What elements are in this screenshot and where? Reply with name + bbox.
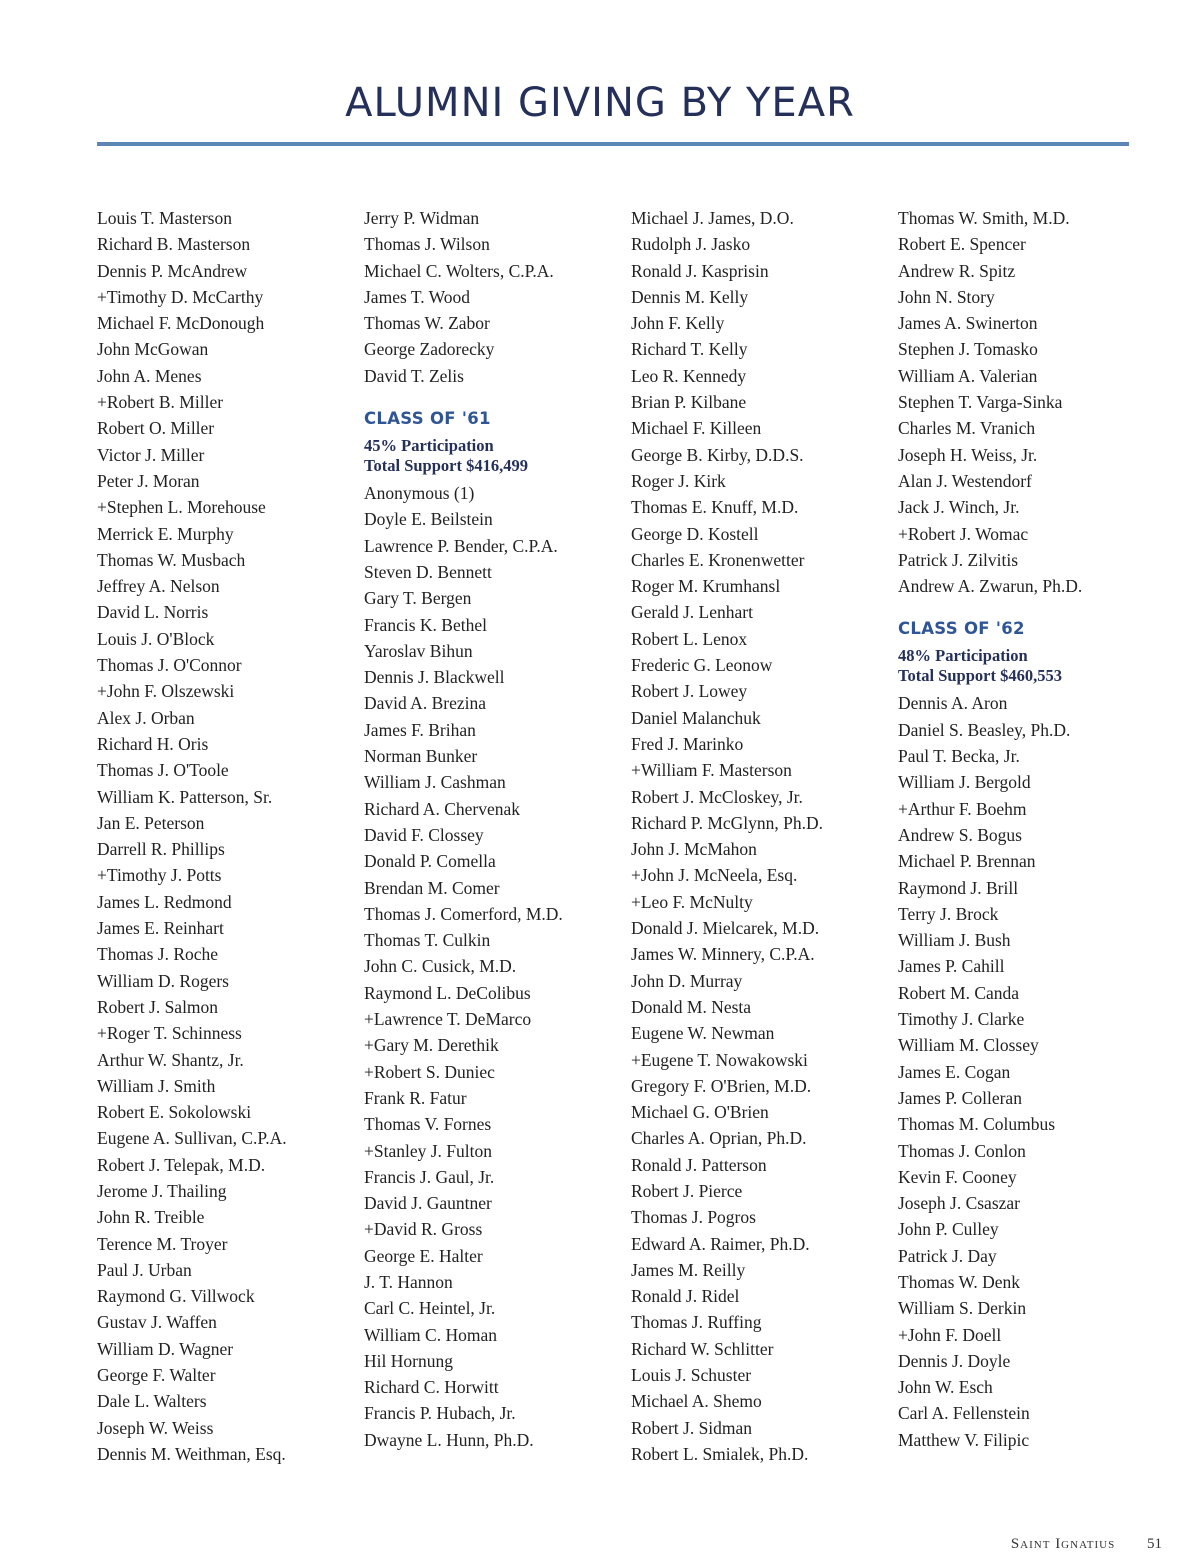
donor-name: +Stanley J. Fulton [364,1140,493,1161]
donor-name: +Arthur F. Boehm [898,798,1027,819]
donor-name: William J. Bergold [898,772,1031,793]
donor-name: William D. Rogers [97,970,229,991]
donor-name: Lawrence P. Bender, C.P.A. [364,535,558,556]
donor-name: Fred J. Marinko [631,733,744,754]
donor-name: John J. McMahon [631,839,757,860]
donor-name: Dennis P. McAndrew [97,260,248,281]
donor-name: Jeffrey A. Nelson [97,576,220,597]
donor-name: David A. Brezina [364,693,486,714]
donor-name: Dennis J. Doyle [898,1350,1011,1371]
donor-name: Peter J. Moran [97,470,200,491]
donor-name: Michael A. Shemo [631,1391,762,1412]
donor-name: John N. Story [898,286,995,307]
donor-name: Alex J. Orban [97,707,195,728]
donor-list [898,205,1148,599]
donor-name: Timothy J. Clarke [898,1009,1025,1030]
donor-name: Thomas E. Knuff, M.D. [631,497,799,518]
donor-name: Dennis M. Weithman, Esq. [97,1443,286,1464]
donor-name: +Timothy J. Potts [97,865,222,886]
donor-name: Robert L. Smialek, Ph.D. [631,1443,809,1464]
donor-name: Alan J. Westendorf [898,470,1032,491]
donor-name: William A. Valerian [898,365,1038,386]
donor-name: Louis J. O'Block [97,628,215,649]
donor-name: William M. Clossey [898,1035,1039,1056]
donor-name: +John F. Olszewski [97,681,235,702]
donor-list [364,205,614,389]
donor-name: Thomas J. Ruffing [631,1312,762,1333]
donor-name: William K. Patterson, Sr. [97,786,273,807]
donor-name: Thomas J. O'Toole [97,760,229,781]
donor-name: Robert E. Sokolowski [97,1102,252,1123]
donor-name: Francis P. Hubach, Jr. [364,1403,516,1424]
donor-name: Edward A. Raimer, Ph.D. [631,1233,810,1254]
donor-name: Jan E. Peterson [97,812,205,833]
donor-name: Michael G. O'Brien [631,1102,769,1123]
donor-name: James W. Minnery, C.P.A. [631,944,815,965]
donor-name: +Robert S. Duniec [364,1061,495,1082]
donor-list [97,205,347,1467]
donor-name: Rudolph J. Jasko [631,234,751,255]
donor-name: J. T. Hannon [364,1271,453,1292]
donor-name: David T. Zelis [364,365,464,386]
donor-name: John C. Cusick, M.D. [364,956,517,977]
class-heading: CLASS OF '61 [364,409,491,429]
donor-name: James P. Cahill [898,956,1005,977]
donor-name: Victor J. Miller [97,444,205,465]
donor-name: William C. Homan [364,1324,497,1345]
donor-name: Robert M. Canda [898,982,1020,1003]
donor-name: Charles M. Vranich [898,418,1036,439]
donor-name: Charles A. Oprian, Ph.D. [631,1128,807,1149]
donor-name: Darrell R. Phillips [97,839,225,860]
participation-rate: 45% Participation [364,436,494,456]
donor-name: Robert O. Miller [97,418,215,439]
donor-name: Robert E. Spencer [898,234,1026,255]
donor-name: Stephen J. Tomasko [898,339,1038,360]
donor-name: Brendan M. Comer [364,877,500,898]
donor-name: Robert J. McCloskey, Jr. [631,786,803,807]
donor-name: Donald J. Mielcarek, M.D. [631,918,820,939]
donor-name: Charles E. Kronenwetter [631,549,805,570]
donor-name: Roger J. Kirk [631,470,726,491]
donor-name: Steven D. Bennett [364,561,492,582]
donor-name: George Zadorecky [364,339,495,360]
donor-name: +Stephen L. Morehouse [97,497,266,518]
class-heading: CLASS OF '62 [898,619,1025,639]
donor-name: Francis J. Gaul, Jr. [364,1166,495,1187]
donor-name: Carl C. Heintel, Jr. [364,1298,496,1319]
donor-name: Richard C. Horwitt [364,1377,499,1398]
donor-name: Thomas J. Comerford, M.D. [364,903,563,924]
donor-name: Yaroslav Bihun [364,640,473,661]
donor-name: +David R. Gross [364,1219,483,1240]
name-column-1 [97,205,347,1467]
donor-name: Joseph J. Csaszar [898,1193,1020,1214]
donor-name: Matthew V. Filipic [898,1429,1030,1450]
donor-name: +Gary M. Derethik [364,1035,499,1056]
donor-name: William S. Derkin [898,1298,1027,1319]
donor-name: Andrew A. Zwarun, Ph.D. [898,576,1083,597]
donor-name: Patrick J. Day [898,1245,997,1266]
donor-name: +Roger T. Schinness [97,1023,242,1044]
donor-name: Doyle E. Beilstein [364,509,493,530]
donor-name: Merrick E. Murphy [97,523,234,544]
donor-name: James L. Redmond [97,891,232,912]
donor-name: Thomas W. Denk [898,1271,1021,1292]
donor-name: George B. Kirby, D.D.S. [631,444,804,465]
donor-name: Thomas J. Wilson [364,234,490,255]
donor-name: Andrew R. Spitz [898,260,1016,281]
donor-name: George F. Walter [97,1365,216,1386]
donor-name: Thomas T. Culkin [364,930,491,951]
donor-name: Daniel S. Beasley, Ph.D. [898,719,1071,740]
donor-name: George E. Halter [364,1245,483,1266]
donor-name: Thomas W. Musbach [97,549,246,570]
donor-name: Michael F. Killeen [631,418,762,439]
donor-name: +Lawrence T. DeMarco [364,1009,532,1030]
donor-name: Raymond G. Villwock [97,1286,255,1307]
title-divider [97,142,1129,146]
donor-name: Eugene A. Sullivan, C.P.A. [97,1128,287,1149]
donor-name: James E. Reinhart [97,918,224,939]
donor-name: Norman Bunker [364,746,478,767]
donor-name: Ronald J. Ridel [631,1286,740,1307]
donor-name: Michael J. James, D.O. [631,208,794,228]
donor-name: Donald M. Nesta [631,996,752,1017]
donor-name: John A. Menes [97,365,202,386]
donor-name: David J. Gauntner [364,1193,492,1214]
donor-name: James T. Wood [364,286,471,307]
donor-name: Gerald J. Lenhart [631,602,753,623]
donor-name: Paul T. Becka, Jr. [898,746,1020,767]
donor-name: Michael F. McDonough [97,313,265,334]
donor-name: Anonymous (1) [364,483,475,504]
donor-name: William D. Wagner [97,1338,234,1359]
donor-name: Jack J. Winch, Jr. [898,497,1020,518]
class-62-section [898,618,1148,1453]
page-number: 51 [1147,1536,1162,1552]
donor-name: Robert J. Pierce [631,1180,743,1201]
donor-name: Thomas W. Zabor [364,313,490,334]
donor-name: +Timothy D. McCarthy [97,286,264,307]
donor-name: Michael C. Wolters, C.P.A. [364,260,554,281]
donor-name: James F. Brihan [364,719,476,740]
donor-name: David L. Norris [97,602,209,623]
donor-name: Richard H. Oris [97,733,209,754]
donor-name: James M. Reilly [631,1259,746,1280]
donor-name: John R. Treible [97,1207,205,1228]
donor-name: James P. Colleran [898,1087,1022,1108]
donor-name: Terry J. Brock [898,903,999,924]
donor-name: Michael P. Brennan [898,851,1036,872]
donor-name: Richard A. Chervenak [364,798,520,819]
donor-name: Jerry P. Widman [364,208,480,228]
donor-name: John F. Kelly [631,313,725,334]
donor-name: Leo R. Kennedy [631,365,747,386]
donor-name: +Robert J. Womac [898,523,1029,544]
donor-name: William J. Bush [898,930,1011,951]
donor-name: Thomas J. Conlon [898,1140,1026,1161]
donor-name: William J. Smith [97,1075,216,1096]
donor-name: Terence M. Troyer [97,1233,228,1254]
donor-name: Gustav J. Waffen [97,1312,217,1333]
donor-name: +Robert B. Miller [97,392,224,413]
donor-name: Ronald J. Patterson [631,1154,767,1175]
donor-name: Daniel Malanchuk [631,707,761,728]
donor-name: Andrew S. Bogus [898,824,1022,845]
donor-name: George D. Kostell [631,523,759,544]
donor-name: Dennis M. Kelly [631,286,749,307]
donor-name: Kevin F. Cooney [898,1166,1017,1187]
donor-name: James A. Swinerton [898,313,1038,334]
donor-name: Ronald J. Kasprisin [631,260,769,281]
donor-name: John D. Murray [631,970,743,991]
donor-name: Dennis J. Blackwell [364,667,505,688]
donor-name: Paul J. Urban [97,1259,192,1280]
donor-name: John McGowan [97,339,209,360]
donor-name: William J. Cashman [364,772,506,793]
donor-list [364,480,614,1453]
donor-name: Brian P. Kilbane [631,392,747,413]
donor-name: Francis K. Bethel [364,614,487,635]
page-title: ALUMNI GIVING BY YEAR [345,80,855,126]
donor-name: John W. Esch [898,1377,993,1398]
donor-name: +Leo F. McNulty [631,891,753,912]
donor-name: Frank R. Fatur [364,1087,467,1108]
donor-name: Richard T. Kelly [631,339,748,360]
donor-name: Gregory F. O'Brien, M.D. [631,1075,812,1096]
donor-name: Thomas J. Roche [97,944,219,965]
donor-name: Frederic G. Leonow [631,655,773,676]
donor-name: Robert J. Lowey [631,681,748,702]
donor-name: Eugene W. Newman [631,1023,775,1044]
donor-name: Louis T. Masterson [97,208,232,228]
donor-name: Thomas V. Fornes [364,1114,492,1135]
donor-name: Jerome J. Thailing [97,1180,227,1201]
donor-name: Thomas J. Pogros [631,1207,756,1228]
donor-name: Hil Hornung [364,1350,453,1371]
name-column-4 [898,205,1148,1453]
donor-name: Louis J. Schuster [631,1365,752,1386]
donor-name: David F. Clossey [364,824,484,845]
donor-name: Joseph H. Weiss, Jr. [898,444,1038,465]
donor-name: Robert L. Lenox [631,628,748,649]
donor-name: Raymond L. DeColibus [364,982,531,1003]
donor-name: Thomas W. Smith, M.D. [898,208,1070,228]
donor-name: Robert J. Telepak, M.D. [97,1154,266,1175]
donor-name: Richard W. Schlitter [631,1338,774,1359]
donor-name: Donald P. Comella [364,851,496,872]
donor-name: Dwayne L. Hunn, Ph.D. [364,1429,534,1450]
donor-name: Gary T. Bergen [364,588,472,609]
donor-name: +Eugene T. Nowakowski [631,1049,808,1070]
donor-name: +John J. McNeela, Esq. [631,865,798,886]
donor-name: Raymond J. Brill [898,877,1019,898]
donor-name: +John F. Doell [898,1324,1002,1345]
donor-name: Richard P. McGlynn, Ph.D. [631,812,824,833]
donor-list [898,690,1148,1453]
donor-name: Patrick J. Zilvitis [898,549,1019,570]
donor-name: +William F. Masterson [631,760,792,781]
donor-name: Dennis A. Aron [898,693,1008,714]
class-61-section [364,408,614,1453]
donor-name: Thomas M. Columbus [898,1114,1056,1135]
donor-name: Dale L. Walters [97,1391,207,1412]
donor-name: Stephen T. Varga-Sinka [898,392,1063,413]
donor-name: James E. Cogan [898,1061,1011,1082]
donor-name: Thomas J. O'Connor [97,655,242,676]
participation-rate: 48% Participation [898,646,1028,666]
name-column-3 [631,205,881,1467]
donor-name: Carl A. Fellenstein [898,1403,1030,1424]
donor-name: Roger M. Krumhansl [631,576,781,597]
total-support: Total Support $460,553 [898,666,1062,686]
total-support: Total Support $416,499 [364,456,528,476]
donor-name: John P. Culley [898,1219,999,1240]
donor-name: Joseph W. Weiss [97,1417,214,1438]
page-footer [1011,1536,1162,1553]
donor-list [631,205,881,1467]
donor-name: Robert J. Salmon [97,996,219,1017]
donor-name: Robert J. Sidman [631,1417,753,1438]
donor-name: Richard B. Masterson [97,234,251,255]
footer-brand: Saint Ignatius [1010,1536,1116,1552]
donor-name: Arthur W. Shantz, Jr. [97,1049,244,1070]
name-column-2 [364,205,614,1453]
